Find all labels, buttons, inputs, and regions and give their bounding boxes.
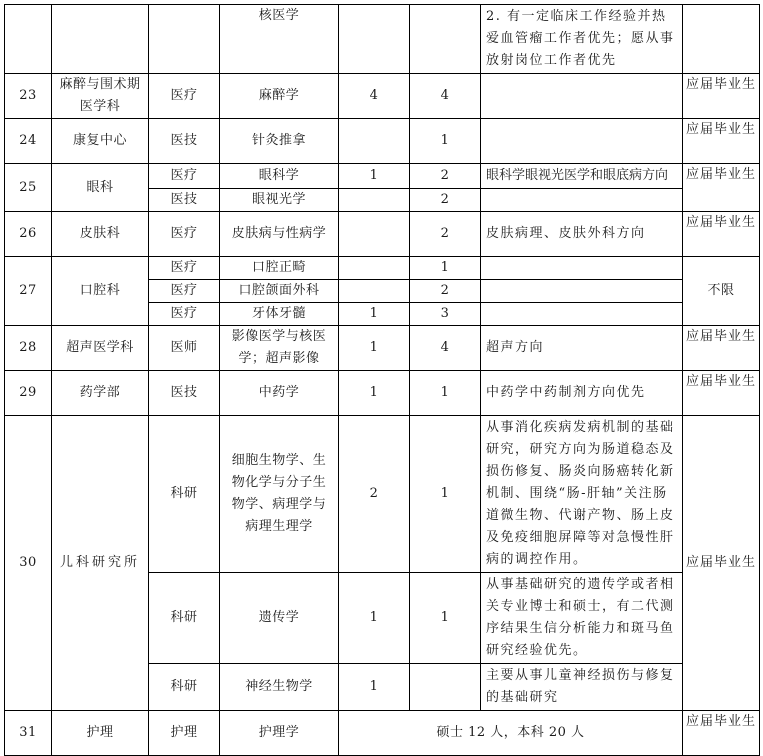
major-cell: 护理学 — [220, 711, 339, 756]
major-cell: 影像医学与核医学；超声影像 — [220, 326, 339, 371]
master-count-cell: 4 — [410, 74, 481, 119]
note-cell — [481, 74, 683, 119]
table-row — [5, 5, 760, 74]
master-count-cell: 1 — [410, 119, 481, 164]
dept-cell: 超声医学科 — [52, 326, 149, 371]
type-cell: 科研 — [149, 416, 220, 573]
type-cell: 医技 — [149, 371, 220, 416]
phd-count-cell — [339, 5, 410, 74]
edu-cell: 应届毕业生 — [683, 119, 760, 164]
major-cell: 眼科学 — [220, 164, 339, 189]
table-row — [5, 371, 760, 416]
table-row — [5, 119, 760, 164]
type-cell — [149, 5, 220, 74]
dept-cell: 口腔科 — [52, 257, 149, 326]
no-cell: 24 — [5, 119, 52, 164]
type-cell: 护理 — [149, 711, 220, 756]
master-count-cell: 1 — [410, 416, 481, 573]
note-cell — [481, 303, 683, 326]
phd-count-cell: 1 — [339, 303, 410, 326]
note-cell: 2. 有一定临床工作经验并热爱血管瘤工作者优先；愿从事放射岗位工作者优先 — [481, 5, 683, 74]
edu-cell — [683, 5, 760, 74]
type-cell: 医疗 — [149, 280, 220, 303]
master-count-cell: 2 — [410, 280, 481, 303]
note-cell — [481, 189, 683, 212]
master-count-cell: 2 — [410, 189, 481, 212]
no-cell: 25 — [5, 164, 52, 212]
note-cell: 从事消化疾病发病机制的基础研究，研究方向为肠道稳态及损伤修复、肠炎向肠癌转化新机制、围绕“肠-肝轴”关注肠道微生物、代谢产物、肠上皮及免疫细胞屏障等对急慢性肝病的调控作用。 — [481, 416, 683, 573]
edu-cell: 不限 — [683, 257, 760, 326]
note-cell: 中药学中药制剂方向优先 — [481, 371, 683, 416]
major-cell: 麻醉学 — [220, 74, 339, 119]
dept-cell: 药学部 — [52, 371, 149, 416]
major-cell: 神经生物学 — [220, 664, 339, 711]
major-cell: 细胞生物学、生物化学与分子生物学、病理学与病理生理学 — [220, 416, 339, 573]
phd-count-cell: 1 — [339, 164, 410, 189]
phd-count-cell: 1 — [339, 573, 410, 664]
dept-cell: 麻醉与围术期医学科 — [52, 74, 149, 119]
type-cell: 医技 — [149, 189, 220, 212]
type-cell: 医疗 — [149, 212, 220, 257]
table-row — [5, 212, 760, 257]
phd-count-cell: 4 — [339, 74, 410, 119]
edu-cell: 应届毕业生 — [683, 711, 760, 756]
type-cell: 医疗 — [149, 257, 220, 280]
dept-cell: 护理 — [52, 711, 149, 756]
edu-cell: 应届毕业生 — [683, 74, 760, 119]
dept-cell — [52, 5, 149, 74]
note-cell — [481, 257, 683, 280]
master-count-cell: 2 — [410, 212, 481, 257]
no-cell — [5, 5, 52, 74]
note-cell — [481, 280, 683, 303]
master-count-cell: 2 — [410, 164, 481, 189]
table-row — [5, 416, 760, 573]
major-cell: 眼视光学 — [220, 189, 339, 212]
major-cell: 口腔颌面外科 — [220, 280, 339, 303]
master-count-cell — [410, 5, 481, 74]
edu-cell: 应届毕业生 — [683, 416, 760, 711]
dept-cell: 皮肤科 — [52, 212, 149, 257]
major-cell: 口腔正畸 — [220, 257, 339, 280]
dept-cell: 儿科研究所 — [52, 416, 149, 711]
recruitment-table — [4, 4, 760, 756]
master-count-cell: 1 — [410, 573, 481, 664]
phd-count-cell: 1 — [339, 326, 410, 371]
phd-count-cell — [339, 280, 410, 303]
major-cell: 牙体牙髓 — [220, 303, 339, 326]
master-count-cell — [410, 664, 481, 711]
note-cell: 从事基础研究的遗传学或者相关专业博士和硕士，有二代测序结果生信分析能力和斑马鱼研究经验优先。 — [481, 573, 683, 664]
phd-count-cell — [339, 189, 410, 212]
type-cell: 科研 — [149, 573, 220, 664]
dept-cell: 眼科 — [52, 164, 149, 212]
dept-cell: 康复中心 — [52, 119, 149, 164]
table-row — [5, 164, 760, 189]
major-cell: 中药学 — [220, 371, 339, 416]
phd-count-cell — [339, 257, 410, 280]
type-cell: 医疗 — [149, 303, 220, 326]
note-cell: 眼科学眼视光医学和眼底病方向 — [481, 164, 683, 189]
no-cell: 28 — [5, 326, 52, 371]
no-cell: 30 — [5, 416, 52, 711]
phd-count-cell — [339, 212, 410, 257]
count-merged-cell: 硕士 12 人，本科 20 人 — [339, 711, 683, 756]
note-cell: 超声方向 — [481, 326, 683, 371]
type-cell: 医师 — [149, 326, 220, 371]
edu-cell: 应届毕业生 — [683, 371, 760, 416]
no-cell: 27 — [5, 257, 52, 326]
phd-count-cell: 2 — [339, 416, 410, 573]
major-cell: 皮肤病与性病学 — [220, 212, 339, 257]
edu-cell: 应届毕业生 — [683, 164, 760, 212]
type-cell: 医疗 — [149, 164, 220, 189]
note-cell: 皮肤病理、皮肤外科方向 — [481, 212, 683, 257]
master-count-cell: 4 — [410, 326, 481, 371]
table-row — [5, 257, 760, 280]
type-cell: 科研 — [149, 664, 220, 711]
phd-count-cell — [339, 119, 410, 164]
phd-count-cell: 1 — [339, 371, 410, 416]
phd-count-cell: 1 — [339, 664, 410, 711]
type-cell: 医技 — [149, 119, 220, 164]
edu-cell: 应届毕业生 — [683, 326, 760, 371]
table-row — [5, 711, 760, 756]
no-cell: 26 — [5, 212, 52, 257]
master-count-cell: 1 — [410, 371, 481, 416]
no-cell: 23 — [5, 74, 52, 119]
no-cell: 29 — [5, 371, 52, 416]
master-count-cell: 1 — [410, 257, 481, 280]
major-cell: 遗传学 — [220, 573, 339, 664]
master-count-cell: 3 — [410, 303, 481, 326]
table-row — [5, 74, 760, 119]
major-cell: 核医学 — [220, 5, 339, 74]
note-cell: 主要从事儿童神经损伤与修复的基础研究 — [481, 664, 683, 711]
major-cell: 针灸推拿 — [220, 119, 339, 164]
note-cell — [481, 119, 683, 164]
edu-cell: 应届毕业生 — [683, 212, 760, 257]
no-cell: 31 — [5, 711, 52, 756]
table-row — [5, 326, 760, 371]
type-cell: 医疗 — [149, 74, 220, 119]
